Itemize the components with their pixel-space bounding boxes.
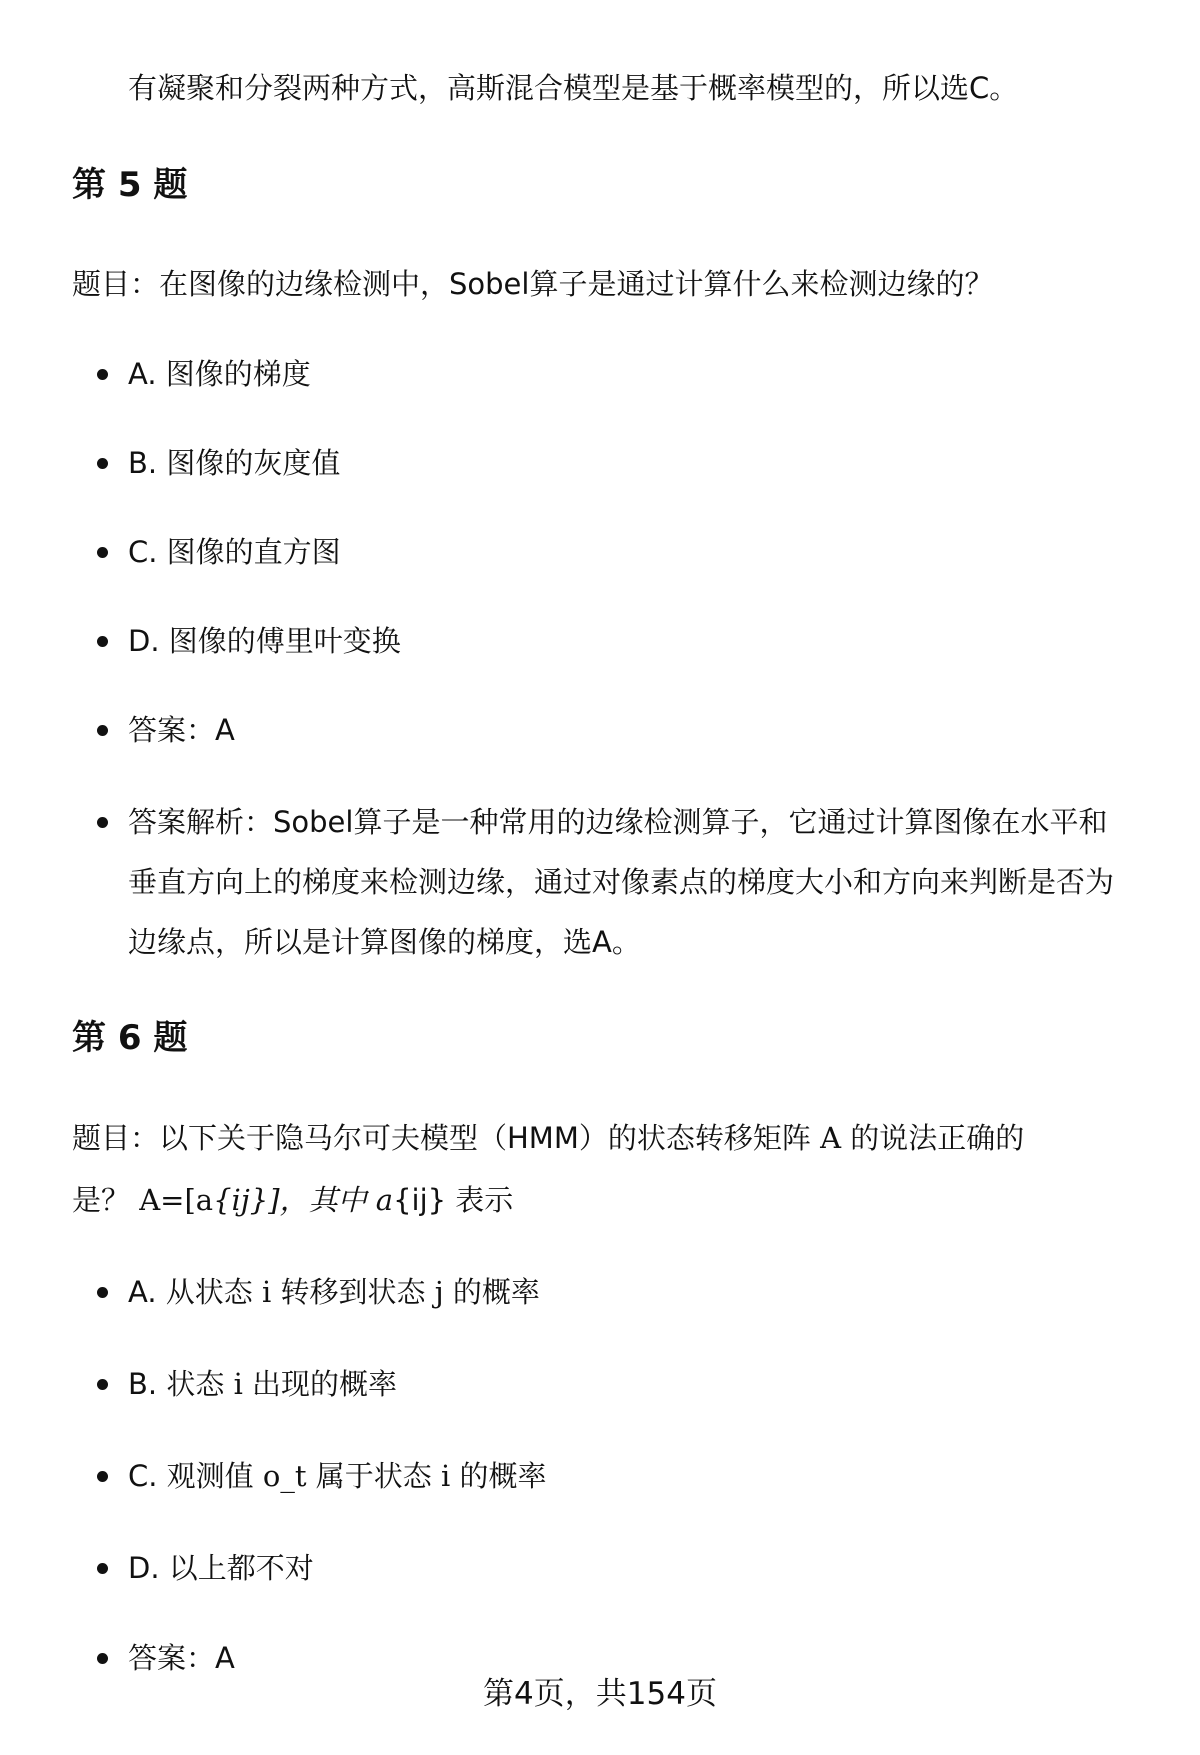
stem-text: {ij} 表示 (393, 1183, 514, 1217)
bullet-dot (97, 725, 108, 736)
math-symbol: i (440, 1459, 451, 1493)
stem-text: ，其中 (279, 1183, 376, 1217)
math-expression: A=[a (139, 1183, 214, 1217)
bullet-dot (97, 1287, 108, 1298)
bullet-dot (97, 547, 108, 558)
math-symbol: j (434, 1275, 444, 1309)
question-6-stem-line-2 (72, 1170, 513, 1230)
option-text (128, 1262, 1148, 1322)
option-label: 的概率 (450, 1459, 547, 1493)
analysis-line: 边缘点，所以是计算图像的梯度，选A。 (128, 925, 641, 959)
option-label: C. 观测值 (128, 1459, 263, 1493)
bullet-dot (97, 636, 108, 647)
stem-text: 题目：以下关于隐马尔可夫模型（HMM）的状态转移矩阵 (72, 1121, 821, 1155)
option-text: B. 图像的灰度值 (128, 446, 341, 480)
option-text (128, 1446, 1148, 1506)
option-text (128, 1354, 1148, 1414)
option-text: D. 图像的傅里叶变换 (128, 624, 401, 658)
option-label: 属于状态 (306, 1459, 441, 1493)
analysis-line: 垂直方向上的梯度来检测边缘，通过对像素点的梯度大小和方向来判断是否为 (128, 865, 1115, 899)
math-symbol: i (261, 1275, 272, 1309)
option-label: B. 状态 (128, 1367, 234, 1401)
bullet-dot (97, 817, 108, 828)
carry-over-text: 有凝聚和分裂两种方式，高斯混合模型是基于概率模型的，所以选C。 (128, 71, 1019, 105)
question-6-stem-line-1 (72, 1108, 1024, 1168)
question-5-heading: 第 5 题 (72, 165, 188, 205)
stem-text: 是？ (72, 1183, 140, 1217)
option-label: 转移到状态 (271, 1275, 435, 1309)
option-label: A. 从状态 (128, 1275, 262, 1309)
bullet-dot (97, 1379, 108, 1390)
option-label: 的概率 (443, 1275, 540, 1309)
analysis-line: 答案解析：Sobel算子是一种常用的边缘检测算子，它通过计算图像在水平和 (128, 805, 1108, 839)
math-expression: {ij}] (213, 1183, 280, 1217)
stem-text: 的说法正确的 (841, 1121, 1025, 1155)
bullet-dot (97, 458, 108, 469)
bullet-dot (97, 1653, 108, 1664)
question-5-stem: 题目：在图像的边缘检测中，Sobel算子是通过计算什么来检测边缘的？ (72, 267, 994, 301)
bullet-dot (97, 1563, 108, 1574)
answer-text: 答案：A (128, 713, 235, 747)
page-number: 第4页，共154页 (483, 1676, 717, 1712)
option-text: A. 图像的梯度 (128, 357, 311, 391)
bullet-dot (97, 1471, 108, 1482)
math-symbol: a (375, 1183, 394, 1217)
math-symbol: o_t (262, 1459, 307, 1493)
answer-text: 答案：A (128, 1641, 235, 1675)
math-symbol: i (233, 1367, 243, 1401)
math-symbol: A (820, 1121, 842, 1155)
option-label: 出现的概率 (242, 1367, 398, 1401)
question-6-heading: 第 6 题 (72, 1018, 188, 1058)
option-text: C. 图像的直方图 (128, 535, 341, 569)
option-text: D. 以上都不对 (128, 1551, 314, 1585)
bullet-dot (97, 369, 108, 380)
